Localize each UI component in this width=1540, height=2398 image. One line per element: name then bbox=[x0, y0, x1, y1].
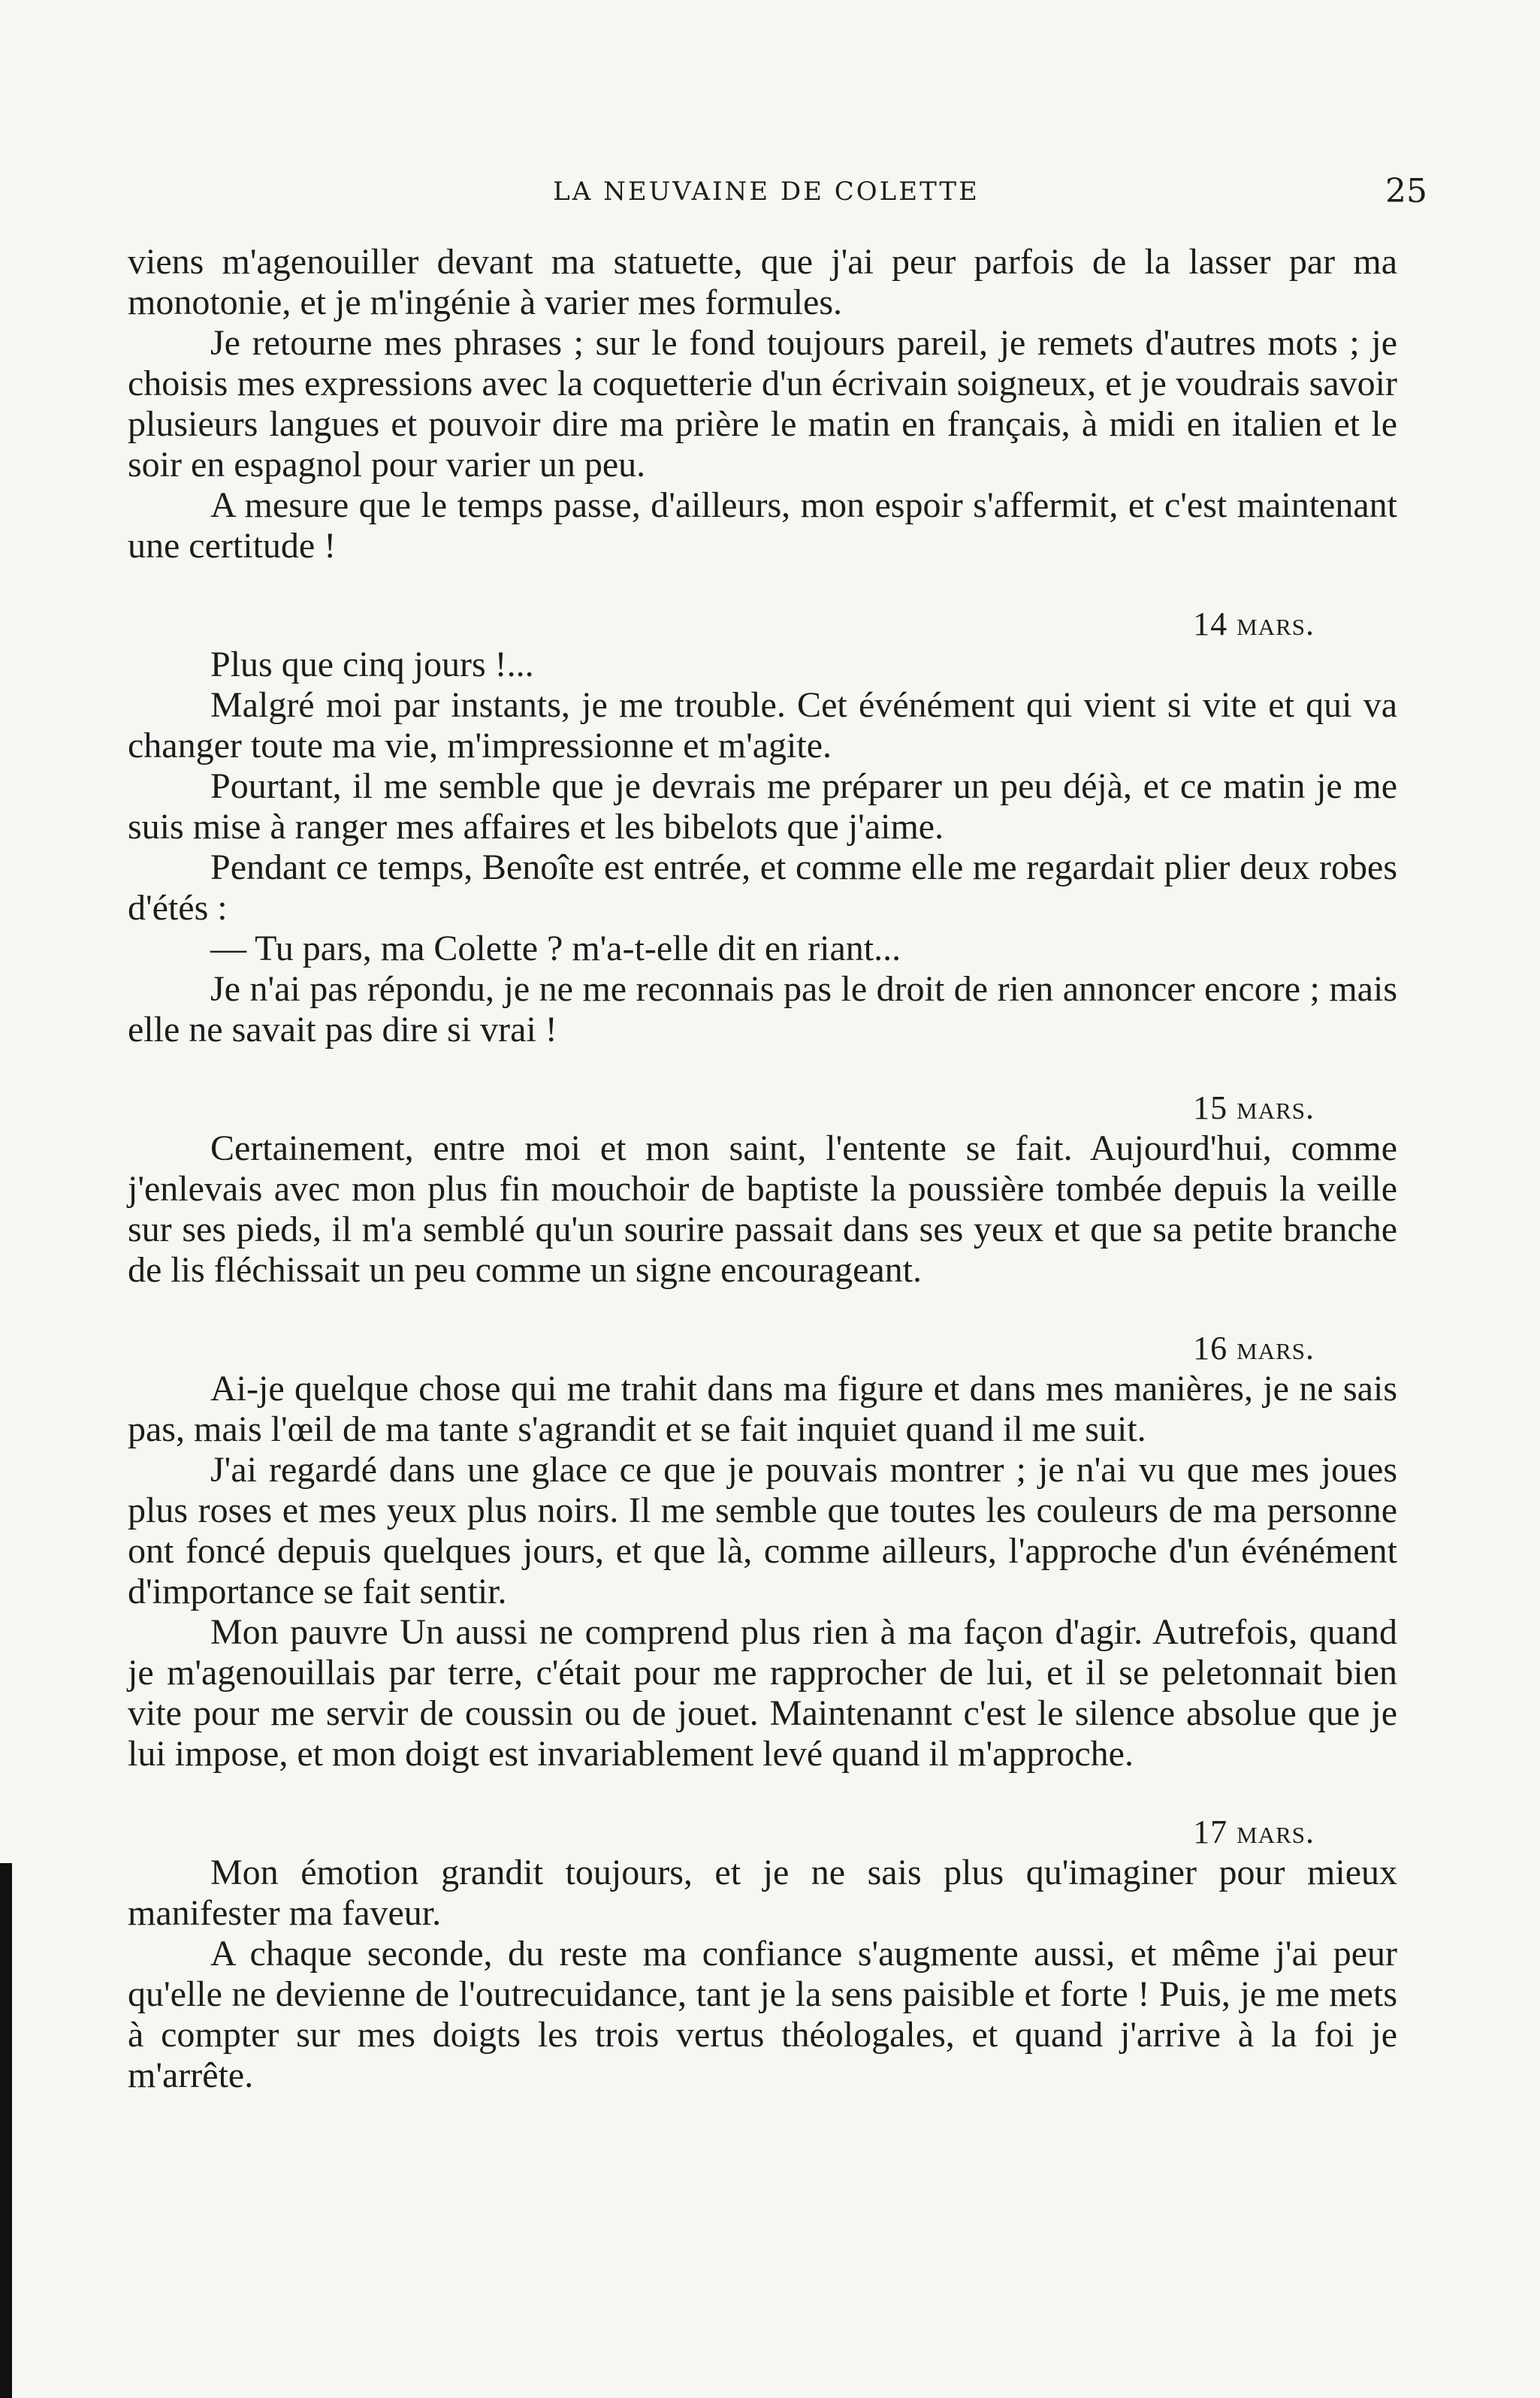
paragraph: Plus que cinq jours !... bbox=[210, 645, 534, 684]
paragraph: Certainement, entre moi et mon saint, l'entente se fait. Aujourd'hui, comme j'enlevais avec mon plus fin mouchoir de baptiste la poussière tombée depuis la veille sur ses pieds, il m'a semblé qu'un sourire passait dans ses yeux et que sa petite branche de lis fléchissait un peu comme un signe encourageant. bbox=[128, 1128, 1397, 1290]
paragraph: Je retourne mes phrases ; sur le fond toujours pareil, je remets d'autres mots ; je choisis mes expressions avec la coquetterie d'un écrivain soigneux, et je voudrais savoir plusieurs langues et pouvoir dire ma prière le matin en français, à midi en italien et le soir en espagnol pour varier un peu. bbox=[128, 323, 1397, 485]
paragraph: viens m'agenouiller devant ma statuette, que j'ai peur parfois de la lasser par ma monotonie, et je m'ingénie à varier mes formules. bbox=[128, 242, 1397, 322]
paragraph: Malgré moi par instants, je me trouble. Cet événément qui vient si vite et qui va changer toute ma vie, m'impressionne et m'agite. bbox=[128, 685, 1397, 766]
paragraph: Je n'ai pas répondu, je ne me reconnais pas le droit de rien annoncer encore ; mais elle ne savait pas dire si vrai ! bbox=[128, 969, 1397, 1050]
paragraph: Mon émotion grandit toujours, et je ne sais plus qu'imaginer pour mieux manifester ma faveur. bbox=[128, 1853, 1397, 1933]
paragraph: Ai-je quelque chose qui me trahit dans ma figure et dans mes manières, je ne sais pas, mais l'œil de ma tante s'agrandit et se fait inquiet quand il me suit. bbox=[128, 1369, 1397, 1449]
dialogue-line: — Tu pars, ma Colette ? m'a-t-elle dit en riant... bbox=[210, 929, 901, 968]
page-number: 25 bbox=[1385, 172, 1427, 210]
paragraph: A chaque seconde, du reste ma confiance s'augmente aussi, et même j'ai peur qu'elle ne devienne de l'outrecuidance, tant je la sens paisible et forte ! Puis, je me mets à compter sur mes doigts les trois vertus théologales, et quand j'arrive à la foi je m'arrête. bbox=[128, 1934, 1397, 2095]
paragraph: A mesure que le temps passe, d'ailleurs, mon espoir s'affermit, et c'est maintenant une certitude ! bbox=[128, 485, 1397, 566]
paragraph: J'ai regardé dans une glace ce que je pouvais montrer ; je n'ai vu que mes joues plus roses et mes yeux plus noirs. Il me semble que toutes les couleurs de ma personne ont foncé depuis quelques jours, et que là, comme ailleurs, l'approche d'un événément d'importance se fait sentir. bbox=[128, 1450, 1397, 1611]
diary-date: 16 mars. bbox=[1193, 1330, 1315, 1367]
diary-date: 17 mars. bbox=[1193, 1814, 1315, 1850]
binding-edge-shadow bbox=[0, 1863, 12, 2398]
diary-date: 14 mars. bbox=[1193, 606, 1315, 642]
running-title: LA NEUVAINE DE COLETTE bbox=[553, 177, 980, 207]
running-head bbox=[128, 169, 1427, 214]
paragraph: Pendant ce temps, Benoîte est entrée, et comme elle me regardait plier deux robes d'étés : bbox=[128, 847, 1397, 928]
paragraph: Mon pauvre Un aussi ne comprend plus rien à ma façon d'agir. Autrefois, quand je m'agenouillais par terre, c'était pour me rapprocher de lui, et il se peletonnait bien vite pour me servir de coussin ou de jouet. Maintenannt c'est le silence absolue que je lui impose, et mon doigt est invariablement levé quand il m'approche. bbox=[128, 1612, 1397, 1774]
page-body bbox=[128, 242, 1397, 2096]
diary-date: 15 mars. bbox=[1193, 1089, 1315, 1126]
paragraph: Pourtant, il me semble que je devrais me préparer un peu déjà, et ce matin je me suis mise à ranger mes affaires et les bibelots que j'aime. bbox=[128, 766, 1397, 847]
